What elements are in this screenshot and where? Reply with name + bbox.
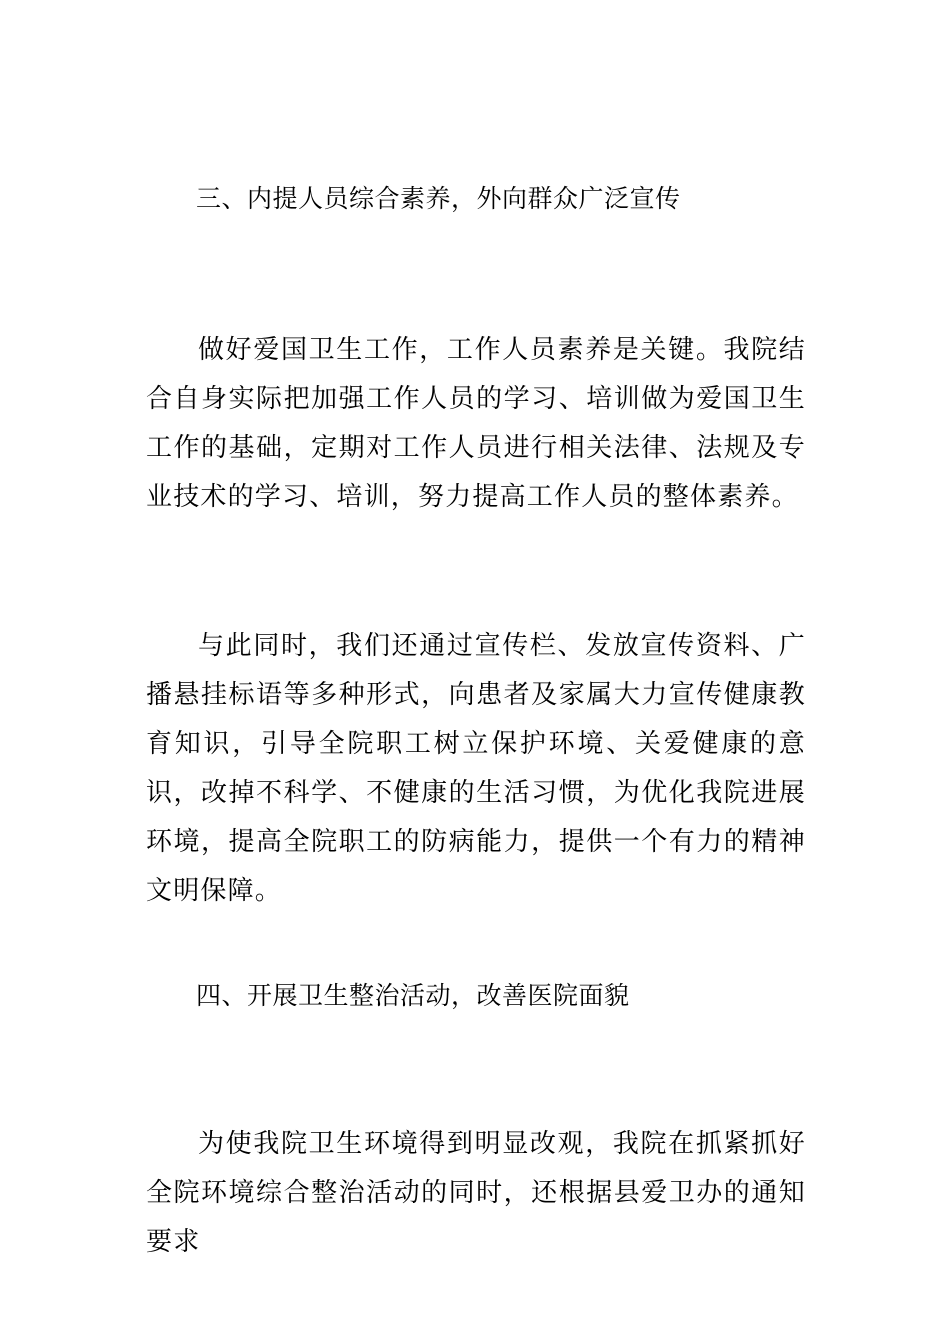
section-4-paragraph-1: 为使我院卫生环境得到明显改观，我院在抓紧抓好全院环境综合整治活动的同时，还根据县爱卫办的通知要求 (146, 1129, 806, 1257)
section-4-heading: 四、开展卫生整治活动，改善医院面貌 (196, 981, 630, 1010)
section-3-paragraph-1: 做好爱国卫生工作，工作人员素养是关键。我院结合自身实际把加强工作人员的学习、培训做为爱国卫生工作的基础，定期对工作人员进行相关法律、法规及专业技术的学习、培训，努力提高工作人员的整体素养。 (146, 335, 806, 512)
section-3-heading: 三、内提人员综合素养，外向群众广泛宣传 (196, 184, 681, 213)
section-3-paragraph-2: 与此同时，我们还通过宣传栏、发放宣传资料、广播悬挂标语等多种形式，向患者及家属大力宣传健康教育知识，引导全院职工树立保护环境、关爱健康的意识，改掉不科学、不健康的生活习惯，为优化我院进展环境，提高全院职工的防病能力，提供一个有力的精神文明保障。 (146, 631, 806, 906)
